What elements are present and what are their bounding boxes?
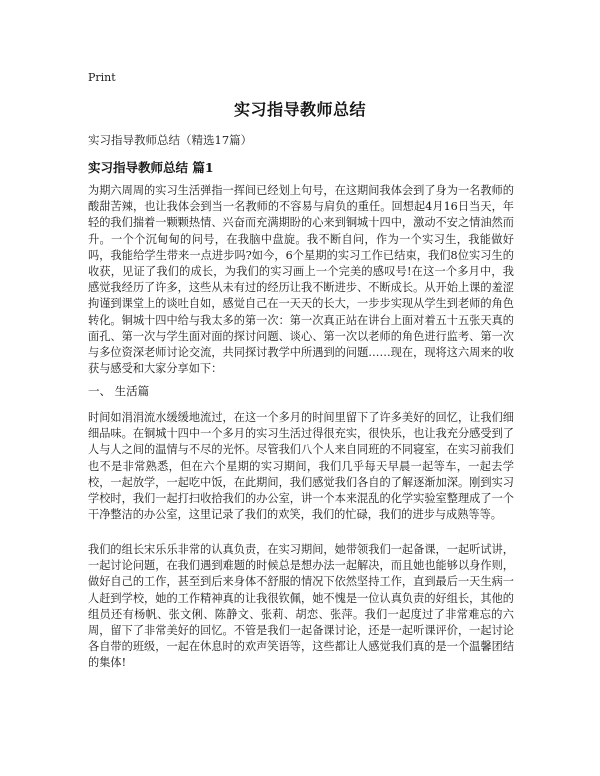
paragraph-team: 我们的组长宋乐乐非常的认真负责，在实习期间，她带领我们一起备课，一起听试讲，一起讨论问题，在我们遇到难题的时候总是想办法一起解决，而且她也能够以身作则，做好自己的工作，甚至到后来身体不舒服的情况下依然坚持工作，直到最后一天生病一人赶到学校，她的工作精神真的让我很钦佩，她不愧是一位认真负责的好组长，其他的组员还有杨帆、张文俐、陈静文、张莉、胡恋、张萍。我们一起度过了非常难忘的六周，留下了非常美好的回忆。不管是我们一起备课讨论，还是一起听课评价，一起讨论各自带的班级，一起在休息时的欢声笑语等，这些都让人感觉我们真的是一个温馨团结的集体!: [88, 543, 514, 670]
section-heading: 实习指导教师总结 篇1: [88, 160, 214, 175]
document-title: 实习指导教师总结: [233, 100, 366, 119]
print-label[interactable]: Print: [88, 71, 116, 84]
sub-heading-life: 一、 生活篇: [88, 384, 150, 398]
paragraph-life: 时间如涓涓流水缓缓地流过，在这一个多月的时间里留下了许多美好的回忆，让我们细细品味。在铜城十四中一个多月的实习生活过得很充实，很快乐，也让我充分感受到了人与人之间的温情与不尽的光怀。尽管我们八个人来自同班的不同寝室，在实习前我们也不是非常熟悉，但在六个星期的实习期间，我们几乎每天早晨一起等车，一起去学校，一起放学，一起吃中饭，在此期间，我们感觉我们各自的了解逐渐加深。刚到实习学校时，我们一起打扫收拾我们的办公室，讲一个本来混乱的化学实验室整理成了一个干净整洁的办公室，这里记录了我们的欢笑，我们的忙碌，我们的进步与成熟等等。: [88, 411, 514, 522]
paragraph-intro: 为期六周周的实习生活弹指一挥间已经划上句号，在这期间我体会到了身为一名教师的酸甜苦辣，也让我体会到当一名教师的不容易与肩负的重任。回想起4月16日当天，年轻的我们揣着一颗颗热情、兴奋而充满期盼的心来到铜城十四中，激动不安之情油然而升。一个个沉甸甸的问号，在我脑中盘旋。我不断自问，作为一个实习生，我能做好吗，我能给学生带来一点进步吗?如今，6个星期的实习工作已结束，我们8位实习生的收获，见证了我们的成长，为我们的实习画上一个完美的感叹号!在这一个多月中，我感觉我经历了许多，这些从未有过的经历让我不断进步、不断成长。从开始上课的羞涩拘谨到课堂上的谈吐自如，感觉自己在一天天的长大，一步步实现从学生到老师的角色转化。铜城十四中给与我太多的第一次：第一次真正站在讲台上面对着五十五张天真的面孔、第一次与学生面对面的探讨问题、谈心、第一次以老师的角色进行监考、第一次与多位资深老师讨论交流，共同探讨教学中所遇到的问题……现在，现将这六周来的收获与感受和大家分享如下：: [88, 184, 514, 376]
document-subtitle: 实习指导教师总结（精选17篇）: [88, 133, 253, 147]
